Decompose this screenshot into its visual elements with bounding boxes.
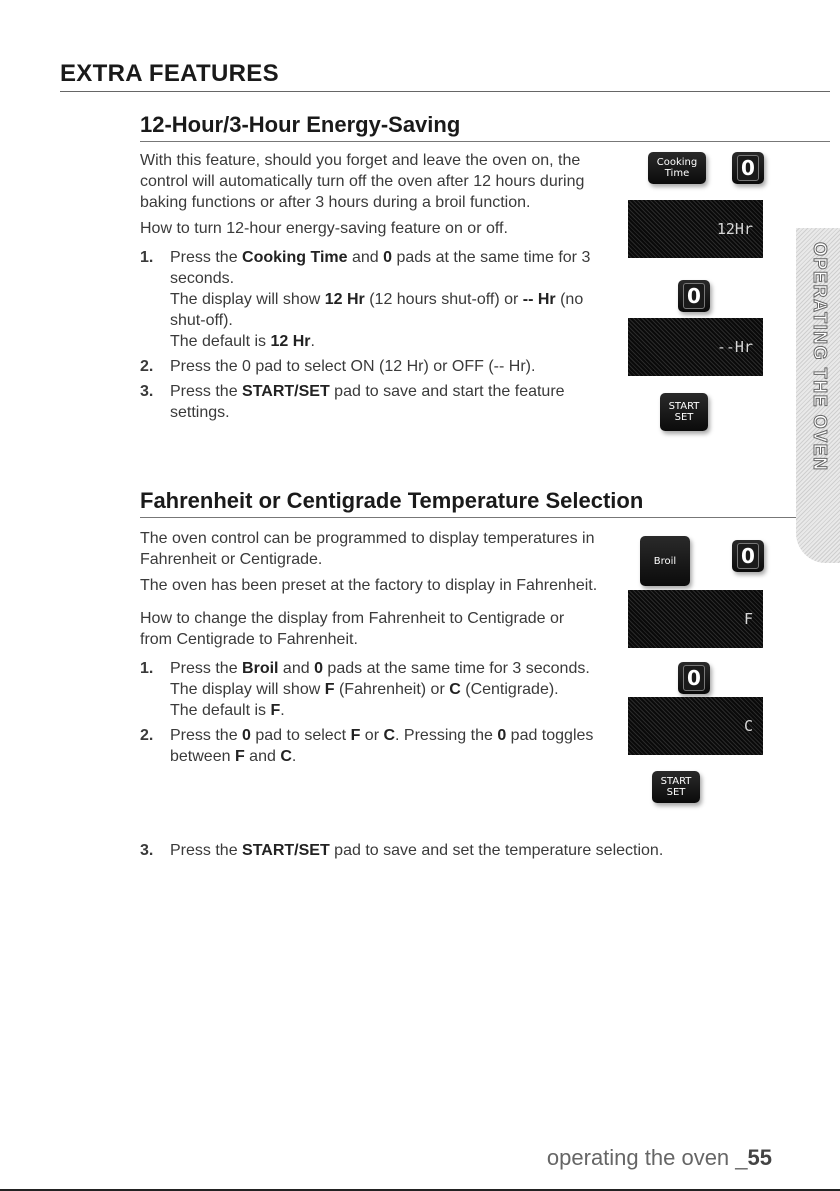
- steps-list: [140, 840, 780, 861]
- page-footer: [547, 1145, 772, 1171]
- steps-list: [140, 658, 600, 767]
- footer-text: operating the oven _: [546, 1145, 748, 1170]
- section-title-energy-saving: 12-Hour/3-Hour Energy-Saving: [140, 112, 461, 137]
- page-number: 55: [747, 1145, 772, 1170]
- zero-pad: 0: [678, 280, 710, 312]
- step-number: 1.: [140, 660, 154, 677]
- steps-list: [140, 247, 600, 423]
- step-item: 1. Press the Cooking Time and 0 pads at the same time for 3 seconds. The display will show 12 Hr (12 hours shut-off) or -- Hr (no shut-off). The default is 12 Hr.: [140, 249, 591, 350]
- paragraph: How to change the display from Fahrenheit to Centigrade or from Centigrade to Fahrenheit.: [140, 610, 565, 648]
- temperature-step-3: [140, 840, 780, 865]
- step-number: 3.: [140, 842, 154, 859]
- step-item: 2. Press the 0 pad to select ON (12 Hr) or OFF (-- Hr).: [140, 358, 536, 375]
- oven-display: 12Hr: [628, 200, 763, 258]
- paragraph: How to turn 12-hour energy-saving feature on or off.: [140, 220, 508, 237]
- oven-display: --Hr: [628, 318, 763, 376]
- paragraph: The oven has been preset at the factory to display in Fahrenheit.: [140, 577, 598, 594]
- step-number: 1.: [140, 249, 154, 266]
- section-divider: [140, 517, 830, 518]
- step-item: 2. Press the 0 pad to select F or C. Pressing the 0 pad toggles between F and C.: [140, 727, 594, 765]
- temperature-selection-body: [140, 528, 600, 771]
- zero-pad: 0: [678, 662, 710, 694]
- step-number: 2.: [140, 727, 154, 744]
- step-item: 3. Press the START/SET pad to save and start the feature settings.: [140, 383, 565, 421]
- step-item: 3. Press the START/SET pad to save and set the temperature selection.: [140, 842, 664, 859]
- section-divider: [140, 141, 830, 142]
- start-set-pad: START SET: [660, 393, 708, 431]
- zero-pad: 0: [732, 540, 764, 572]
- step-item: 1. Press the Broil and 0 pads at the same time for 3 seconds. The display will show F (Fahrenheit) or C (Centigrade). The default is F.: [140, 660, 590, 719]
- paragraph: The oven control can be programmed to display temperatures in Fahrenheit or Centigrade.: [140, 530, 595, 568]
- step-number: 2.: [140, 358, 154, 375]
- page-title: EXTRA FEATURES: [60, 60, 279, 87]
- side-tab-label: OPERATING THE OVEN: [810, 242, 830, 472]
- paragraph: With this feature, should you forget and leave the oven on, the control will automatically turn off the oven after 12 hours during baking functions or after 3 hours during a broil function.: [140, 152, 585, 211]
- cooking-time-pad: Cooking Time: [648, 152, 706, 184]
- title-divider: [60, 91, 830, 92]
- oven-display: F: [628, 590, 763, 648]
- energy-saving-body: [140, 150, 600, 427]
- oven-display: C: [628, 697, 763, 755]
- zero-pad: 0: [732, 152, 764, 184]
- broil-pad: Broil: [640, 536, 690, 586]
- section-title-temperature-selection: Fahrenheit or Centigrade Temperature Selection: [140, 488, 644, 513]
- start-set-pad: START SET: [652, 771, 700, 803]
- step-number: 3.: [140, 383, 154, 400]
